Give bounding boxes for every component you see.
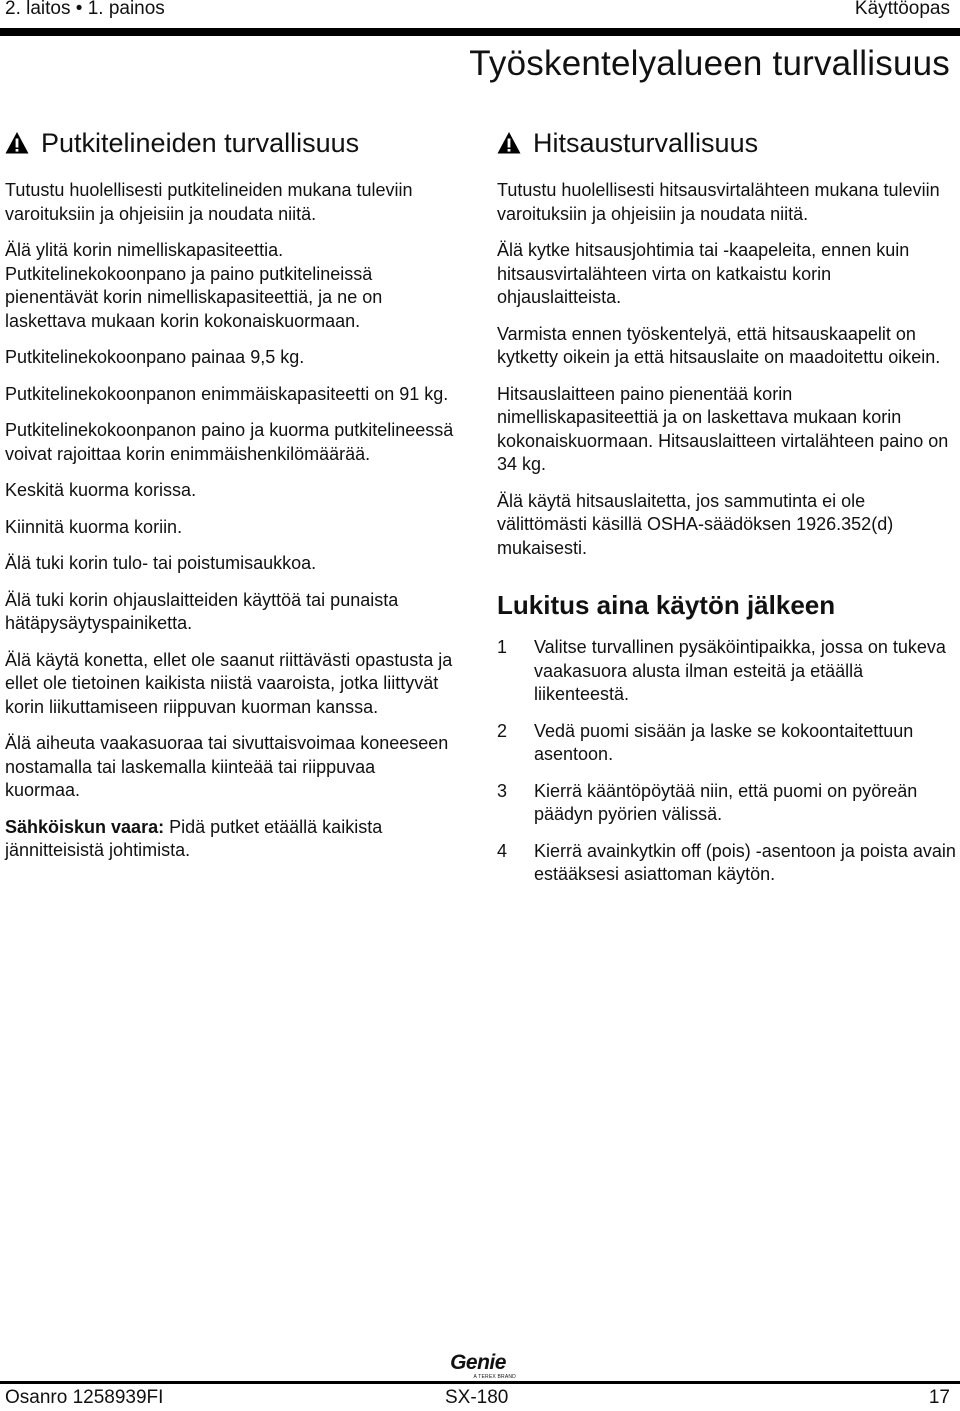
logo-wordmark: Genie xyxy=(450,1351,506,1374)
paragraph: Älä tuki korin ohjauslaitteiden käyttöä tai punaista hätäpysäytyspainiketta. xyxy=(5,589,399,633)
paragraph: Putkitelinekokoonpanon enimmäiskapasiteetti on 91 kg. xyxy=(5,383,449,404)
paragraph: Keskitä kuorma korissa. xyxy=(5,480,197,500)
step-number: 3 xyxy=(497,780,508,801)
paragraph: Älä aiheuta vaakasuoraa tai sivuttaisvoimaa koneeseen nostamalla tai laskemalla kiinteää tai riippuvaa kuormaa. xyxy=(5,733,449,800)
electrocution-hazard-paragraph xyxy=(5,816,455,863)
paragraph: Älä tuki korin tulo- tai poistumisaukkoa. xyxy=(5,553,317,573)
hazard-label: Sähköiskun vaara: xyxy=(5,816,165,837)
section-title: Putkitelineiden turvallisuus xyxy=(41,128,360,158)
paragraph: Hitsauslaitteen paino pienentää korin nimelliskapasiteettiä ja on laskettava mukaan korin kokonaiskuormaan. Hitsauslaitteen virtalähteen paino on 34 kg. xyxy=(497,383,949,474)
footer-part-number: Osanro 1258939FI xyxy=(5,1387,164,1408)
footer-model: SX-180 xyxy=(445,1387,509,1408)
warning-triangle-icon xyxy=(5,131,29,155)
list-item xyxy=(497,780,957,827)
paragraph: Älä ylitä korin nimelliskapasiteettia. Putkitelinekokoonpano ja paino putkitelineissä pienentävät korin nimelliskapasiteettiä, ja ne on laskettava mukaan korin kokonaiskuormaan. xyxy=(5,240,383,331)
logo-subtext: A TEREX BRAND xyxy=(473,1374,516,1380)
lockout-steps xyxy=(497,636,957,887)
section-title: Hitsausturvallisuus xyxy=(533,128,759,158)
paragraph: Älä käytä konetta, ellet ole saanut riittävästi opastusta ja ellet ole tietoinen kaikista niistä vaaroista, jotka liittyvät korin liikuttamiseen riippuvan kuorman kanssa. xyxy=(5,649,453,717)
paragraph: Putkitelinekokoonpano painaa 9,5 kg. xyxy=(5,347,305,367)
paragraph: Tutustu huolellisesti putkitelineiden mukana tuleviin varoituksiin ja ohjeisiin ja noudata niitä. xyxy=(5,180,413,224)
list-item xyxy=(497,720,957,767)
warning-triangle-icon xyxy=(497,131,521,155)
footer-page-number: 17 xyxy=(928,1387,950,1408)
section-heading-welding-safety xyxy=(497,126,957,160)
step-number: 1 xyxy=(497,637,508,657)
section-heading-lockout: Lukitus aina käytön jälkeen xyxy=(497,590,836,620)
step-text: Vedä puomi sisään ja laske se kokoontaitettuun asentoon. xyxy=(534,720,914,764)
step-text: Kierrä avainkytkin off (pois) -asentoon ja poista avain estääksesi asiattoman käytön. xyxy=(534,840,956,884)
paragraph: Älä kytke hitsausjohtimia tai -kaapeleita, ennen kuin hitsausvirtalähteen virta on katkaistu korin ohjauslaitteista. xyxy=(497,240,910,307)
step-text: Kierrä kääntöpöytää niin, että puomi on pyöreän päädyn pyörien välissä. xyxy=(534,780,918,824)
paragraph: Tutustu huolellisesti hitsausvirtalähteen mukana tuleviin varoituksiin ja ohjeisiin ja noudata niitä. xyxy=(497,180,940,224)
header-edition: 2. laitos • 1. painos xyxy=(5,0,165,19)
paragraph: Putkitelinekokoonpanon paino ja kuorma putkitelineessä voivat rajoittaa korin enimmäishenkilömäärää. xyxy=(5,420,454,464)
hazard-text: Pidä putket etäällä kaikista jännitteisistä johtimista. xyxy=(5,816,383,860)
list-item xyxy=(497,840,957,887)
list-item xyxy=(497,636,957,707)
paragraph: Kiinnitä kuorma koriin. xyxy=(5,516,183,537)
header-rule xyxy=(0,28,960,36)
genie-logo xyxy=(440,1352,516,1380)
step-text: Valitse turvallinen pysäköintipaikka, jossa on tukeva vaakasuora alusta ilman esteitä ja etäällä liikenteestä. xyxy=(534,637,946,704)
page-title: Työskentelyalueen turvallisuus xyxy=(469,44,950,83)
footer-rule xyxy=(0,1381,960,1384)
header-manual-title: Käyttöopas xyxy=(854,0,950,19)
section-heading-scaffold-safety xyxy=(5,126,455,160)
paragraph: Älä käytä hitsauslaitetta, jos sammutinta ei ole välittömästi käsillä OSHA-säädöksen 1926.352(d) mukaisesti. xyxy=(497,490,894,558)
paragraph: Varmista ennen työskentelyä, että hitsauskaapelit on kytketty oikein ja että hitsauslaite on maadoitettu oikein. xyxy=(497,323,941,367)
step-number: 2 xyxy=(497,720,508,741)
right-column xyxy=(497,126,957,900)
left-column xyxy=(5,126,455,876)
step-number: 4 xyxy=(497,840,508,861)
